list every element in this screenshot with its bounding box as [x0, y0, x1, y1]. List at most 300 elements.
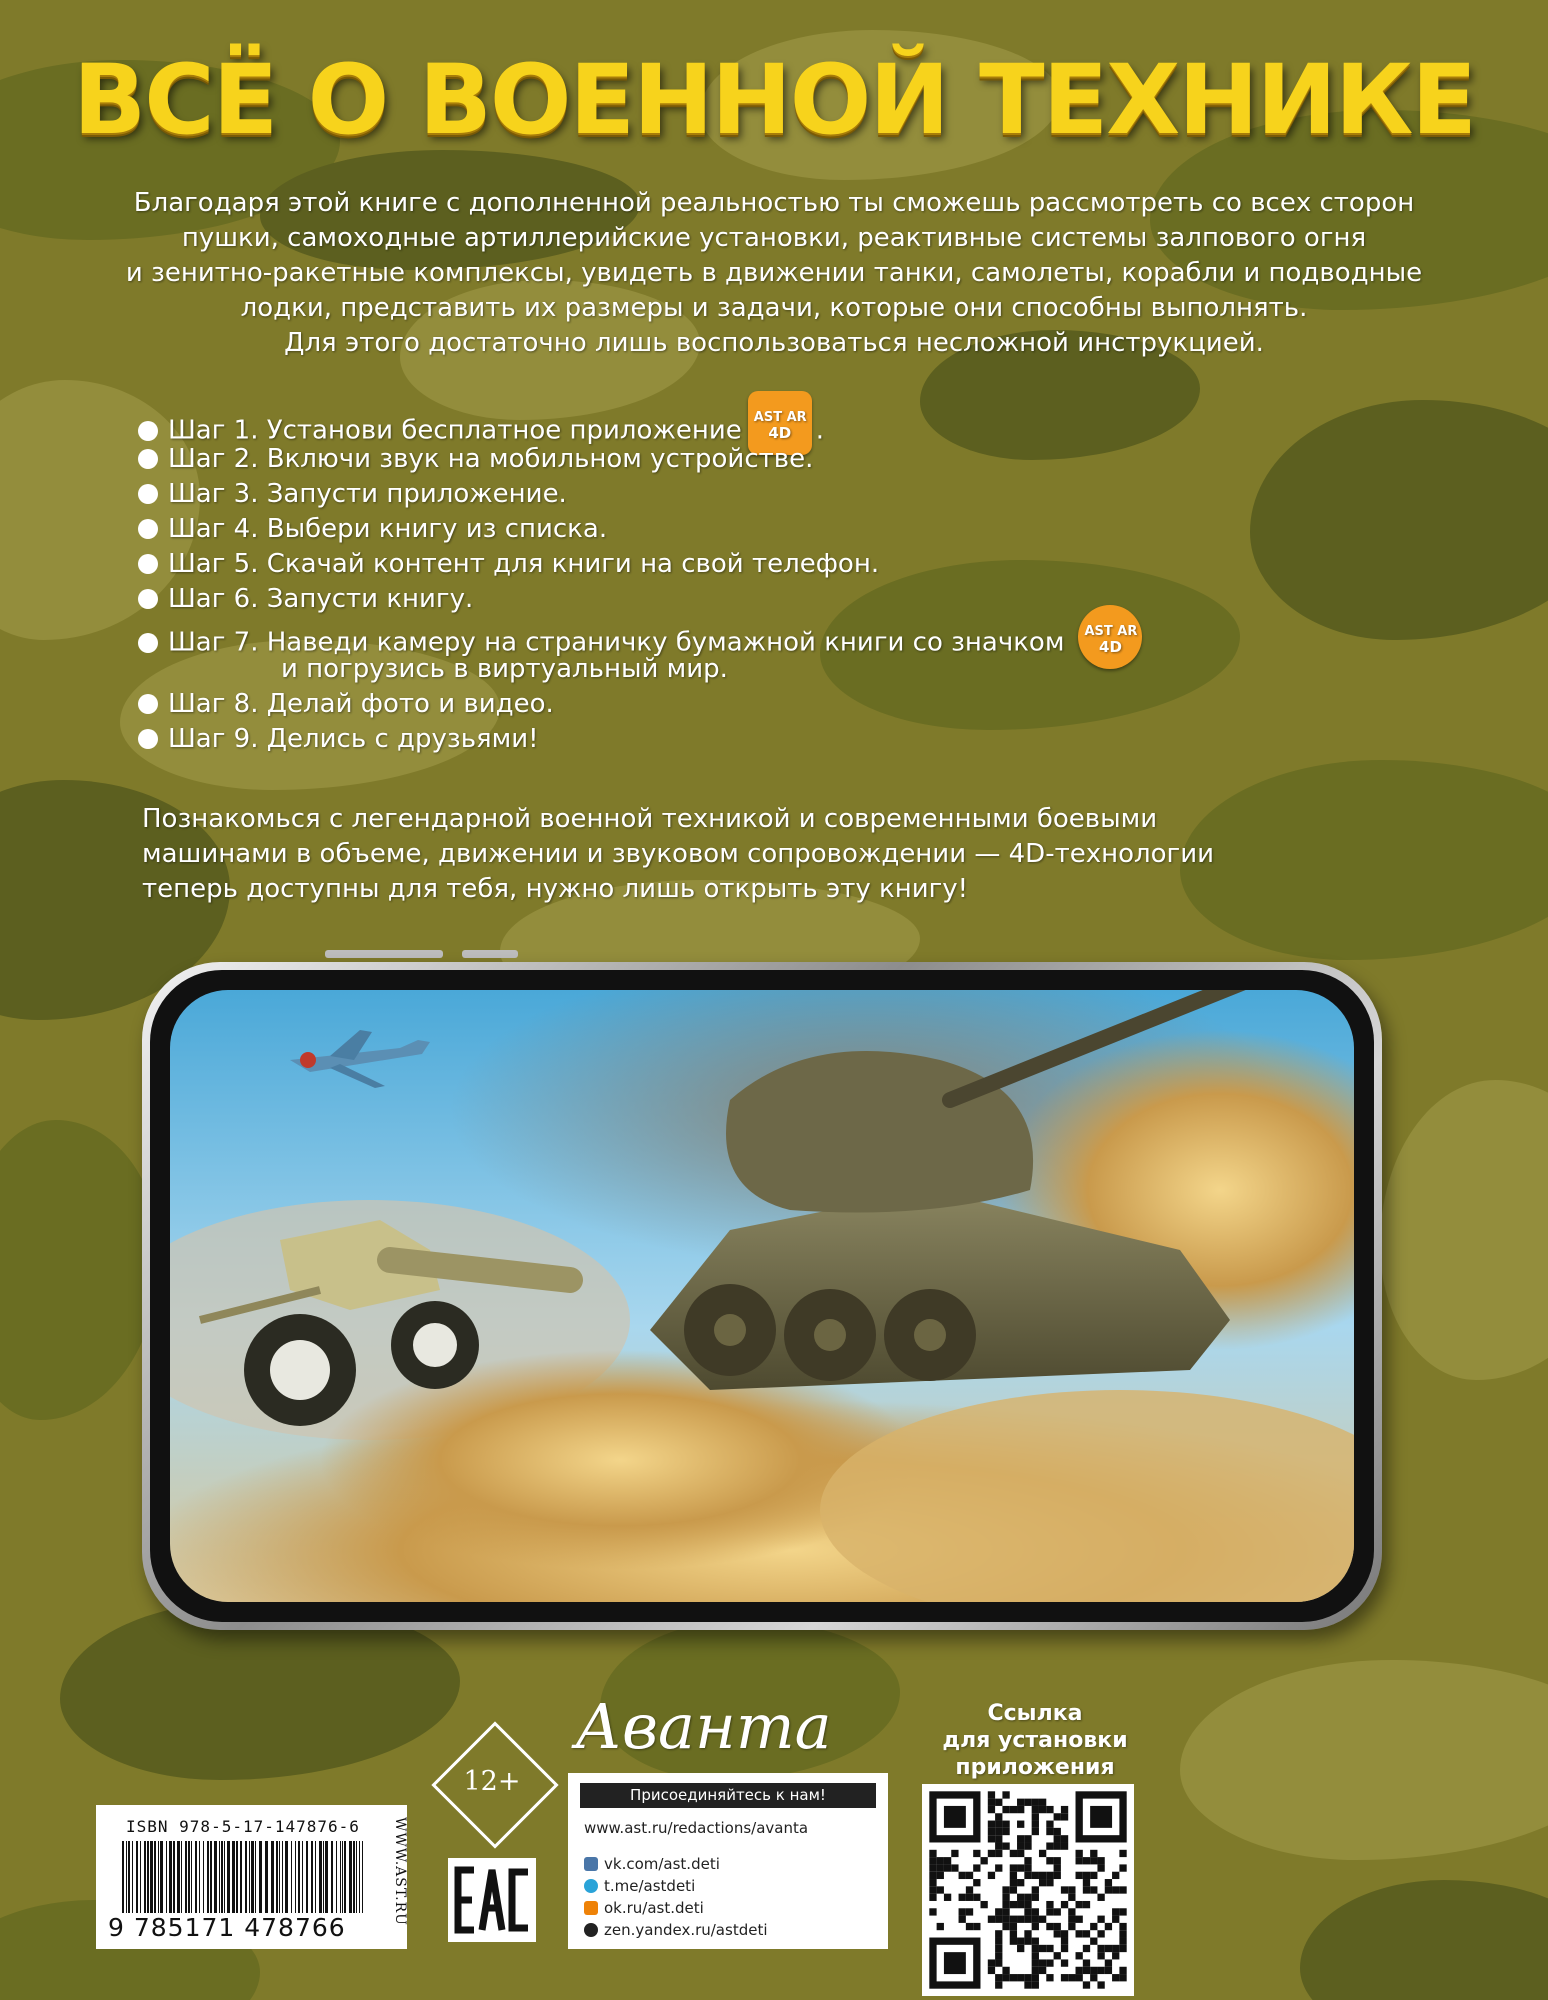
qr-module	[1090, 1923, 1097, 1930]
qr-module	[1002, 1821, 1009, 1828]
barcode-digits: 9 785171 478766	[108, 1913, 346, 1942]
outro-line: Познакомься с легендарной военной техникой и современными боевыми	[142, 804, 1158, 834]
qr-module	[1097, 1894, 1104, 1901]
qr-module	[1002, 1901, 1009, 1908]
qr-module	[1054, 1828, 1061, 1835]
qr-module	[973, 1850, 980, 1857]
qr-module	[1090, 1872, 1097, 1879]
qr-module	[995, 1938, 1002, 1945]
qr-module	[1039, 1872, 1046, 1879]
qr-module	[1061, 1813, 1068, 1820]
qr-module	[1046, 1923, 1053, 1930]
barcode-bar	[255, 1841, 256, 1913]
qr-module	[1010, 1930, 1017, 1937]
qr-module	[929, 1857, 936, 1864]
qr-module	[966, 1894, 973, 1901]
qr-module	[995, 1959, 1002, 1966]
link-text: zen.yandex.ru/astdeti	[604, 1921, 768, 1939]
qr-module	[1090, 1857, 1097, 1864]
step-text: Шаг 9. Делись с друзьями!	[168, 724, 539, 754]
barcode-bar	[173, 1841, 175, 1913]
barcode-bar	[128, 1841, 130, 1913]
qr-module	[1024, 1894, 1031, 1901]
qr-module	[1054, 1923, 1061, 1930]
isbn-barcode-block	[96, 1805, 407, 1949]
qr-module	[1083, 1945, 1090, 1952]
qr-module	[1032, 1967, 1039, 1974]
qr-module	[995, 1842, 1002, 1849]
qr-module	[988, 1799, 995, 1806]
step-1	[138, 407, 1142, 446]
qr-module	[1039, 1959, 1046, 1966]
barcode-bar	[340, 1841, 341, 1913]
instruction-steps	[138, 407, 1142, 757]
app-badge-number: 4D	[1099, 638, 1122, 656]
barcode-bar	[232, 1841, 235, 1913]
step-text: Шаг 8. Делай фото и видео.	[168, 689, 554, 719]
barcode-bar	[344, 1841, 346, 1913]
barcode-bar	[291, 1841, 292, 1913]
barcode-bar	[240, 1841, 242, 1913]
qr-module	[1032, 1908, 1039, 1915]
qr-module	[995, 1821, 1002, 1828]
qr-module	[1046, 1821, 1053, 1828]
barcode-bar	[227, 1841, 230, 1913]
qr-module	[988, 1872, 995, 1879]
qr-module	[1061, 1806, 1068, 1813]
qr-module	[988, 1916, 995, 1923]
zen-link[interactable]	[584, 1919, 768, 1941]
zen-icon	[584, 1923, 598, 1937]
qr-module	[995, 1828, 1002, 1835]
qr-caption-line: приложения	[955, 1755, 1115, 1780]
qr-module	[1002, 1916, 1009, 1923]
bullet-icon	[138, 519, 158, 539]
qr-module	[988, 1791, 995, 1798]
qr-module	[1017, 1901, 1024, 1908]
qr-module	[1076, 1857, 1083, 1864]
qr-finder	[944, 1806, 966, 1828]
barcode-bar	[199, 1841, 200, 1913]
qr-module	[1083, 1879, 1090, 1886]
qr-module	[988, 1806, 995, 1813]
barcode-bar	[319, 1841, 322, 1913]
step-2	[138, 442, 1142, 477]
bullet-icon	[138, 694, 158, 714]
qr-module	[980, 1857, 987, 1864]
qr-module	[1076, 1967, 1083, 1974]
vk-link[interactable]	[584, 1853, 720, 1875]
barcode-bar	[136, 1841, 138, 1913]
qr-module	[1039, 1967, 1046, 1974]
qr-module	[988, 1835, 995, 1842]
qr-module	[1017, 1879, 1024, 1886]
barcode-bar	[265, 1841, 268, 1913]
phone-side-button	[325, 950, 443, 958]
qr-module	[1076, 1930, 1083, 1937]
qr-module	[1061, 1959, 1068, 1966]
qr-module	[937, 1864, 944, 1871]
bullet-icon	[138, 589, 158, 609]
step-text: и погрузись в виртуальный мир.	[281, 654, 728, 684]
step-text: Шаг 2. Включи звук на мобильном устройстве.	[168, 444, 814, 474]
qr-module	[995, 1945, 1002, 1952]
qr-module	[995, 1835, 1002, 1842]
barcode-bar	[154, 1841, 156, 1913]
qr-module	[1112, 1872, 1119, 1879]
step-text: Шаг 3. Запусти приложение.	[168, 479, 567, 509]
qr-module	[1017, 1864, 1024, 1871]
qr-module	[1032, 1872, 1039, 1879]
barcode-bar	[311, 1841, 313, 1913]
outro-line: машинами в объеме, движении и звуковом сопровождении — 4D-технологии	[142, 839, 1214, 869]
qr-module	[1032, 1813, 1039, 1820]
barcode-bar	[144, 1841, 146, 1913]
step-7	[138, 617, 1142, 658]
qr-module	[1024, 1908, 1031, 1915]
barcode-bar	[203, 1841, 204, 1913]
qr-module	[1097, 1945, 1104, 1952]
qr-module	[1090, 1938, 1097, 1945]
qr-module	[1024, 1799, 1031, 1806]
qr-module	[1105, 1967, 1112, 1974]
qr-module	[1119, 1974, 1126, 1981]
qr-module	[1002, 1828, 1009, 1835]
qr-module	[1046, 1959, 1053, 1966]
barcode-bar	[169, 1841, 172, 1913]
qr-module	[1024, 1938, 1031, 1945]
qr-module	[1083, 1930, 1090, 1937]
qr-module	[1112, 1908, 1119, 1915]
qr-module	[995, 1952, 1002, 1959]
qr-module	[1105, 1886, 1112, 1893]
barcode-bar	[181, 1841, 182, 1913]
qr-module	[1032, 1923, 1039, 1930]
qr-module	[1002, 1894, 1009, 1901]
barcode-bar	[221, 1841, 223, 1913]
qr-module	[959, 1872, 966, 1879]
qr-module	[1017, 1821, 1024, 1828]
step-4	[138, 512, 1142, 547]
smartphone-frame	[142, 962, 1382, 1630]
qr-module	[1097, 1930, 1104, 1937]
qr-module	[1119, 1967, 1126, 1974]
qr-module	[1076, 1952, 1083, 1959]
qr-module	[1017, 1842, 1024, 1849]
barcode-bar	[353, 1841, 355, 1913]
barcode-bar	[276, 1841, 278, 1913]
barcode-bar	[195, 1841, 197, 1913]
qr-module	[937, 1872, 944, 1879]
qr-module	[1002, 1806, 1009, 1813]
barcode-bar	[362, 1841, 363, 1913]
qr-module	[1046, 1828, 1053, 1835]
qr-module	[1024, 1981, 1031, 1988]
qr-module	[959, 1916, 966, 1923]
qr-module	[1017, 1850, 1024, 1857]
qr-module	[1024, 1857, 1031, 1864]
qr-module	[1032, 1916, 1039, 1923]
publisher-site-link[interactable]: www.ast.ru/redactions/avanta	[584, 1819, 809, 1837]
barcode-bar	[207, 1841, 209, 1913]
isbn-number: ISBN 978-5-17-147876-6	[126, 1817, 360, 1836]
qr-module	[973, 1879, 980, 1886]
qr-module	[1083, 1872, 1090, 1879]
qr-module	[929, 1886, 936, 1893]
qr-module	[1119, 1923, 1126, 1930]
qr-module	[1090, 1886, 1097, 1893]
qr-module	[995, 1974, 1002, 1981]
barcode	[118, 1841, 368, 1921]
step-8	[138, 687, 1142, 722]
qr-module	[1112, 1974, 1119, 1981]
step-text: Шаг 7. Наведи камеру на страничку бумажной книги со значком	[168, 627, 1065, 658]
barcode-bar	[132, 1841, 133, 1913]
qr-module	[966, 1886, 973, 1893]
qr-module	[1024, 1835, 1031, 1842]
qr-module	[1010, 1923, 1017, 1930]
qr-module	[1083, 1981, 1090, 1988]
qr-module	[929, 1894, 936, 1901]
barcode-bar	[219, 1841, 220, 1913]
qr-module	[973, 1923, 980, 1930]
qr-module	[1017, 1916, 1024, 1923]
qr-module	[1010, 1872, 1017, 1879]
qr-caption	[920, 1700, 1150, 1781]
barcode-bar	[160, 1841, 163, 1913]
qr-module	[1054, 1842, 1061, 1849]
qr-module	[1010, 1864, 1017, 1871]
qr-module	[1039, 1916, 1046, 1923]
intro-line: лодки, представить их размеры и задачи, которые они способны выполнять.	[240, 293, 1308, 323]
qr-module	[973, 1864, 980, 1871]
barcode-bar	[249, 1841, 250, 1913]
barcode-bar	[342, 1841, 343, 1913]
step-suffix: .	[815, 415, 825, 446]
qr-module	[1090, 1974, 1097, 1981]
step-text: Шаг 5. Скачай контент для книги на свой телефон.	[168, 549, 880, 579]
qr-module	[1068, 1974, 1075, 1981]
barcode-bar	[191, 1841, 192, 1913]
qr-module	[1039, 1799, 1046, 1806]
bullet-icon	[138, 633, 158, 653]
qr-module	[944, 1894, 951, 1901]
battle-scene-illustration	[170, 990, 1354, 1602]
qr-module	[1046, 1908, 1053, 1915]
qr-module	[1046, 1901, 1053, 1908]
qr-module	[1061, 1938, 1068, 1945]
phone-side-button	[462, 950, 518, 958]
bullet-icon	[138, 421, 158, 441]
odnoklassniki-link[interactable]	[584, 1897, 704, 1919]
qr-module	[1017, 1835, 1024, 1842]
qr-finder	[1090, 1806, 1112, 1828]
qr-module	[995, 1908, 1002, 1915]
qr-module	[1054, 1835, 1061, 1842]
qr-module	[1046, 1945, 1053, 1952]
step-9	[138, 722, 1142, 757]
qr-module	[1010, 1879, 1017, 1886]
barcode-bar	[126, 1841, 127, 1913]
qr-module	[1054, 1872, 1061, 1879]
qr-module	[995, 1930, 1002, 1937]
qr-module	[995, 1916, 1002, 1923]
barcode-bar	[185, 1841, 187, 1913]
qr-module	[951, 1850, 958, 1857]
barcode-bar	[325, 1841, 328, 1913]
qr-module	[929, 1908, 936, 1915]
barcode-bar	[336, 1841, 337, 1913]
qr-caption-line: для установки	[942, 1728, 1128, 1753]
qr-module	[1097, 1916, 1104, 1923]
qr-module	[995, 1981, 1002, 1988]
barcode-bar	[359, 1841, 360, 1913]
qr-module	[1024, 1842, 1031, 1849]
qr-module	[1017, 1799, 1024, 1806]
qr-module	[988, 1967, 995, 1974]
qr-module	[959, 1908, 966, 1915]
qr-module	[1061, 1842, 1068, 1849]
qr-module	[937, 1886, 944, 1893]
barcode-bar	[188, 1841, 190, 1913]
qr-module	[1024, 1872, 1031, 1879]
qr-module	[1097, 1857, 1104, 1864]
barcode-bar	[282, 1841, 283, 1913]
qr-module	[1032, 1806, 1039, 1813]
join-us-banner: Присоединяйтесь к нам!	[580, 1783, 876, 1808]
qr-module	[1105, 1879, 1112, 1886]
qr-module	[1002, 1791, 1009, 1798]
battle-scene-picture	[170, 990, 1354, 1602]
vk-icon	[584, 1857, 598, 1871]
outro-line: теперь доступны для тебя, нужно лишь открыть эту книгу!	[142, 874, 969, 904]
intro-line: и зенитно-ракетные комплексы, увидеть в движении танки, самолеты, корабли и подводные	[125, 258, 1423, 288]
qr-module	[1054, 1857, 1061, 1864]
barcode-bar	[331, 1841, 333, 1913]
barcode-bar	[298, 1841, 300, 1913]
qr-module	[1076, 1916, 1083, 1923]
step-text: Шаг 1. Установи бесплатное приложение	[168, 415, 742, 446]
qr-module	[1076, 1901, 1083, 1908]
social-links-panel	[568, 1773, 888, 1949]
qr-module	[1032, 1799, 1039, 1806]
qr-module	[980, 1901, 987, 1908]
qr-module	[1010, 1886, 1017, 1893]
barcode-bar	[356, 1841, 357, 1913]
qr-module	[1002, 1842, 1009, 1849]
qr-module	[1112, 1916, 1119, 1923]
step-text: Шаг 6. Запусти книгу.	[168, 584, 474, 614]
barcode-bar	[122, 1841, 124, 1913]
qr-module	[1119, 1850, 1126, 1857]
qr-module	[1061, 1945, 1068, 1952]
qr-module	[1054, 1908, 1061, 1915]
qr-module	[1076, 1872, 1083, 1879]
qr-module	[1068, 1886, 1075, 1893]
qr-module	[1039, 1850, 1046, 1857]
qr-module	[1010, 1938, 1017, 1945]
qr-module	[1061, 1974, 1068, 1981]
qr-module	[1068, 1916, 1075, 1923]
qr-module	[1024, 1901, 1031, 1908]
book-title: ВСЁ О ВОЕННОЙ ТЕХНИКЕ	[73, 44, 1475, 156]
qr-module	[988, 1821, 995, 1828]
odnoklassniki-icon	[584, 1901, 598, 1915]
website-vertical: WWW.AST.RU	[392, 1817, 408, 1926]
qr-module	[1105, 1923, 1112, 1930]
qr-caption-line: Ссылка	[987, 1701, 1083, 1726]
qr-module	[995, 1813, 1002, 1820]
barcode-bar	[279, 1841, 280, 1913]
bullet-icon	[138, 554, 158, 574]
qr-module	[1046, 1974, 1053, 1981]
qr-module	[1054, 1952, 1061, 1959]
app-badge-text: AST AR	[753, 410, 807, 425]
qr-module	[1002, 1974, 1009, 1981]
barcode-bar	[295, 1841, 296, 1913]
app-install-qr-code[interactable]	[922, 1784, 1134, 1996]
qr-module	[966, 1923, 973, 1930]
qr-module	[1054, 1864, 1061, 1871]
barcode-bar	[245, 1841, 247, 1913]
qr-module	[1032, 1974, 1039, 1981]
qr-module	[1119, 1908, 1126, 1915]
outro-paragraph	[142, 802, 1342, 907]
qr-module	[929, 1850, 936, 1857]
qr-module	[1046, 1842, 1053, 1849]
intro-line: Для этого достаточно лишь воспользоваться несложной инструкцией.	[284, 328, 1264, 358]
barcode-bar	[224, 1841, 225, 1913]
qr-module	[1097, 1952, 1104, 1959]
qr-module	[1032, 1952, 1039, 1959]
qr-module	[1076, 1974, 1083, 1981]
qr-module	[951, 1864, 958, 1871]
eac-icon	[448, 1858, 536, 1942]
barcode-bar	[315, 1841, 316, 1913]
qr-module	[1010, 1916, 1017, 1923]
qr-module	[1083, 1959, 1090, 1966]
barcode-bar	[214, 1841, 217, 1913]
qr-module	[1105, 1959, 1112, 1966]
barcode-bar	[302, 1841, 303, 1913]
qr-module	[1112, 1945, 1119, 1952]
qr-module	[929, 1864, 936, 1871]
link-text: t.me/astdeti	[604, 1877, 696, 1895]
telegram-link[interactable]	[584, 1875, 695, 1897]
qr-module	[1061, 1835, 1068, 1842]
qr-module	[966, 1908, 973, 1915]
barcode-bar	[323, 1841, 324, 1913]
qr-module	[1061, 1930, 1068, 1937]
qr-module	[1097, 1981, 1104, 1988]
qr-module	[1097, 1967, 1104, 1974]
qr-module	[1112, 1886, 1119, 1893]
qr-module	[1083, 1967, 1090, 1974]
qr-module	[1039, 1806, 1046, 1813]
qr-module	[1046, 1872, 1053, 1879]
qr-module	[944, 1864, 951, 1871]
qr-module	[1068, 1923, 1075, 1930]
barcode-bar	[158, 1841, 159, 1913]
intro-line: пушки, самоходные артиллерийские установки, реактивные системы залпового огня	[181, 223, 1367, 253]
bullet-icon	[138, 729, 158, 749]
qr-module	[1090, 1967, 1097, 1974]
qr-module	[988, 1828, 995, 1835]
qr-module	[1119, 1930, 1126, 1937]
qr-module	[1032, 1945, 1039, 1952]
qr-module	[1017, 1945, 1024, 1952]
barcode-bar	[259, 1841, 262, 1913]
